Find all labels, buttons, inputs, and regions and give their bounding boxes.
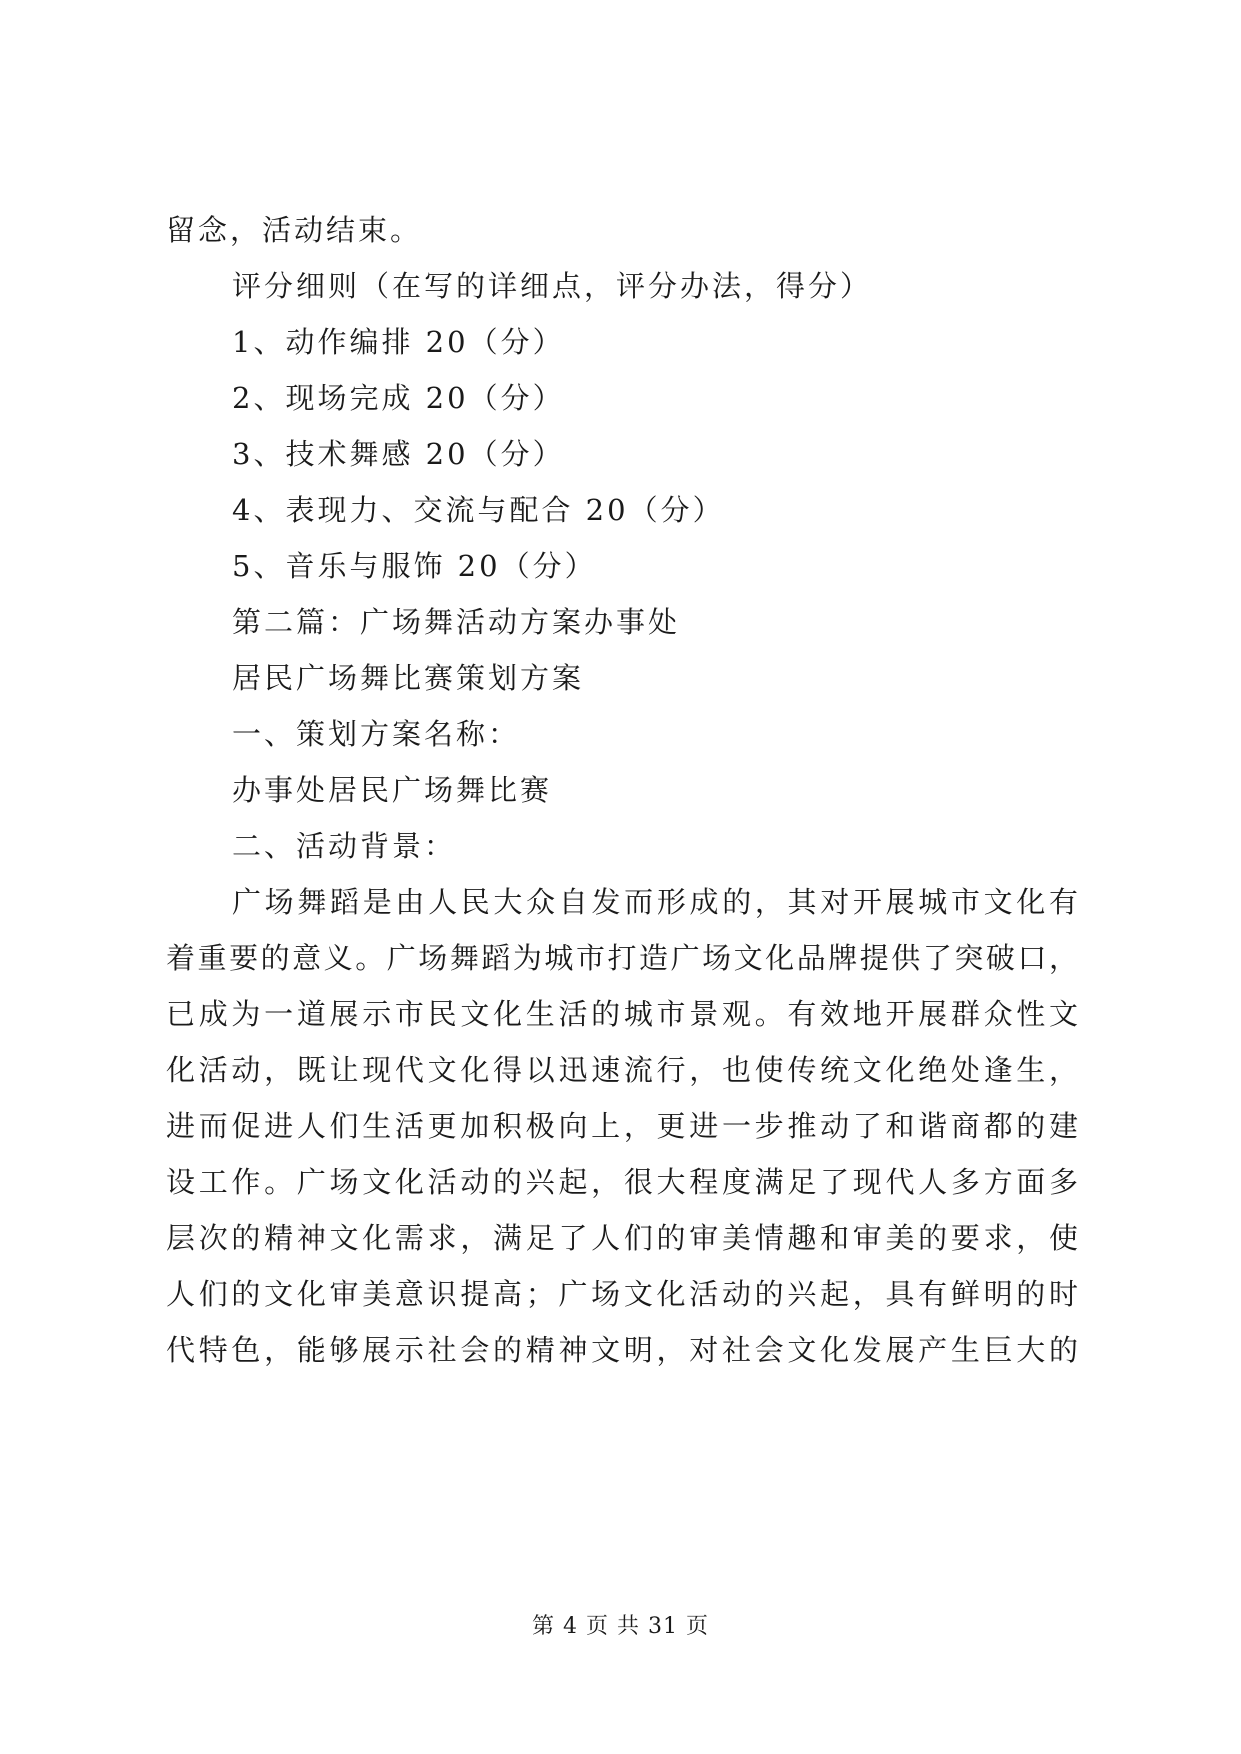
text-line: 1、动作编排 20（分） [232, 325, 565, 359]
page-number-footer: 第 4 页 共 31 页 [532, 1614, 709, 1639]
text-line: 5、音乐与服饰 20（分） [232, 549, 597, 583]
text-line: 留念，活动结束。 [166, 213, 423, 247]
paragraph-line: 着重要的意义。广场舞蹈为城市打造广场文化品牌提供了突破口， [166, 941, 1078, 975]
paragraph-line: 进而促进人们生活更加积极向上，更进一步推动了和谐商都的建 [166, 1109, 1078, 1143]
paragraph-line: 化活动，既让现代文化得以迅速流行，也使传统文化绝处逢生， [166, 1053, 1078, 1087]
paragraph-line: 人们的文化审美意识提高；广场文化活动的兴起，具有鲜明的时 [166, 1277, 1078, 1311]
paragraph-line: 代特色，能够展示社会的精神文明，对社会文化发展产生巨大的 [166, 1333, 1078, 1367]
paragraph-line: 已成为一道展示市民文化生活的城市景观。有效地开展群众性文 [166, 997, 1078, 1031]
text-line: 3、技术舞感 20（分） [232, 437, 565, 471]
text-line: 2、现场完成 20（分） [232, 381, 565, 415]
text-line: 一、策划方案名称： [232, 717, 521, 751]
text-line: 评分细则（在写的详细点，评分办法，得分） [232, 269, 873, 303]
paragraph-line: 广场舞蹈是由人民大众自发而形成的，其对开展城市文化有 [232, 885, 1078, 919]
text-line: 二、活动背景： [232, 829, 457, 863]
paragraph-line: 设工作。广场文化活动的兴起，很大程度满足了现代人多方面多 [166, 1165, 1078, 1199]
text-line: 办事处居民广场舞比赛 [232, 773, 553, 807]
text-line: 居民广场舞比赛策划方案 [232, 661, 585, 695]
paragraph-line: 层次的精神文化需求，满足了人们的审美情趣和审美的要求，使 [166, 1221, 1078, 1255]
text-line: 4、表现力、交流与配合 20（分） [232, 493, 725, 527]
section-heading: 第二篇：广场舞活动方案办事处 [232, 605, 681, 639]
